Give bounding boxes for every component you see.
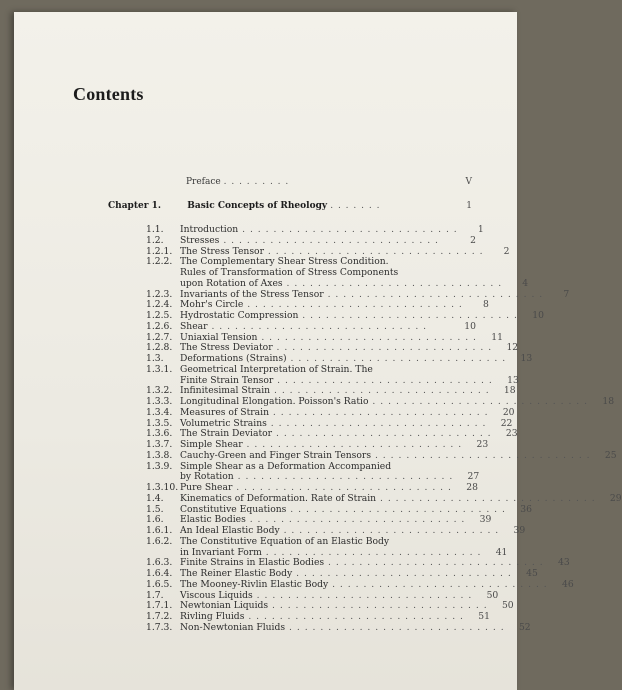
page-number: 28 <box>466 482 478 493</box>
page-number: 18 <box>503 385 516 397</box>
page-number: 45 <box>526 568 538 579</box>
page-number: 50 <box>486 589 499 601</box>
page-number: 4 <box>522 277 529 289</box>
page-number: 20 <box>502 406 515 418</box>
page-number: 36 <box>520 503 532 515</box>
section-title: Simple Shear . . . . . . . . . . . . . . . . . . . . . . . . . . . . <box>180 439 463 450</box>
section-title: Rules of Transformation of Stress Components <box>180 267 399 278</box>
section-number: 1.3.5. <box>146 417 173 429</box>
section-title: by Rotation . . . . . . . . . . . . . . . . . . . . . . . . . . . . <box>180 471 454 483</box>
section-title: Elastic Bodies . . . . . . . . . . . . . . . . . . . . . . . . . . . . <box>180 514 466 526</box>
section-number: 1.6. <box>146 514 164 526</box>
section-title: The Strain Deviator . . . . . . . . . . . . . . . . . . . . . . . . . . . . <box>180 428 492 440</box>
chapter-label: Chapter 1. <box>108 201 161 211</box>
page-number: 10 <box>464 320 476 332</box>
chapter-title: Basic Concepts of Rheology <box>187 201 328 211</box>
section-title: Simple Shear as a Deformation Accompanied <box>180 460 392 472</box>
section-number: 1.7.2. <box>146 611 173 622</box>
page-number: 13 <box>507 374 519 386</box>
section-title: The Complementary Shear Stress Condition. <box>180 256 389 268</box>
section-title: upon Rotation of Axes . . . . . . . . . . . . . . . . . . . . . . . . . . . . <box>180 277 503 289</box>
page-number: 2 <box>503 245 510 257</box>
page-number: 43 <box>557 557 570 569</box>
section-number: 1.2.7. <box>146 331 173 343</box>
chapter-page: 1 <box>466 201 472 211</box>
page-number: 11 <box>491 331 503 343</box>
section-number <box>146 279 180 290</box>
section-title: The Stress Tensor . . . . . . . . . . . . . . . . . . . . . . . . . . . . <box>180 245 484 257</box>
page-number: 51 <box>478 611 490 622</box>
section-title: An Ideal Elastic Body . . . . . . . . . . . . . . . . . . . . . . . . . . . . <box>180 525 500 536</box>
section-number: 1.6.1. <box>146 525 173 536</box>
section-number: 1.2.2. <box>146 256 173 268</box>
section-number: 1.2.8. <box>146 342 173 354</box>
page-number: 52 <box>518 621 531 633</box>
section-title: Non-Newtonian Fluids . . . . . . . . . . . . . . . . . . . . . . . . . . . . <box>180 621 505 633</box>
section-title: Viscous Liquids . . . . . . . . . . . . . . . . . . . . . . . . . . . . <box>180 589 473 601</box>
section-number: 1.2.6. <box>146 320 173 332</box>
section-title: Cauchy-Green and Finger Strain Tensors . . . . . . . . . . . . . . . . . . . . . . . . . . . . <box>180 449 591 461</box>
preface-page: V <box>465 177 472 187</box>
page-number: 2 <box>470 234 476 246</box>
section-number: 1.4. <box>146 492 164 504</box>
page-number: 39 <box>479 514 492 526</box>
page-title: Contents <box>73 84 144 104</box>
section-title: The Reiner Elastic Body . . . . . . . . . . . . . . . . . . . . . . . . . . . . <box>180 568 512 579</box>
section-number: 1.5. <box>146 503 164 515</box>
section-title: Volumetric Strains . . . . . . . . . . . . . . . . . . . . . . . . . . . . <box>180 417 487 429</box>
section-title: Invariants of the Stress Tensor . . . . . . . . . . . . . . . . . . . . . . . . . . . . <box>180 288 544 300</box>
section-number: 1.3.9. <box>146 460 173 472</box>
page-number: 13 <box>520 353 533 364</box>
page-number: 12 <box>506 342 519 354</box>
section-number: 1.2. <box>146 234 164 246</box>
section-title: Geometrical Interpretation of Strain. The <box>180 363 373 375</box>
page-number: 22 <box>500 417 513 429</box>
section-title: Finite Strains in Elastic Bodies . . . . . . . . . . . . . . . . . . . . . . . . . . . . <box>180 557 544 569</box>
section-number: 1.6.5. <box>146 578 173 590</box>
section-number: 1.3.7. <box>146 439 173 450</box>
section-title: Kinematics of Deformation. Rate of Strain . . . . . . . . . . . . . . . . . . . . . . . . . . . . <box>180 492 596 504</box>
page-number: 50 <box>501 600 514 612</box>
page-number: 23 <box>505 428 518 440</box>
section-number: 1.3.6. <box>146 428 173 440</box>
page-number: 18 <box>602 396 615 407</box>
toc-preface: Preface . . . . . . . . . V <box>186 177 472 187</box>
preface-label: Preface <box>186 177 221 187</box>
page-number: 39 <box>513 525 526 536</box>
section-title: The Constitutive Equation of an Elastic Body <box>180 535 390 547</box>
section-number: 1.6.3. <box>146 557 173 569</box>
toc-entry <box>146 621 531 634</box>
section-title: Newtonian Liquids . . . . . . . . . . . . . . . . . . . . . . . . . . . . <box>180 600 488 612</box>
section-title: Mohr's Circle . . . . . . . . . . . . . . . . . . . . . . . . . . . . <box>180 299 463 311</box>
section-number: 1.2.1. <box>146 245 173 257</box>
section-number: 1.7. <box>146 589 164 601</box>
section-number: 1.3.3. <box>146 396 173 407</box>
page-number: 41 <box>495 546 508 558</box>
section-title: Deformations (Strains) . . . . . . . . . . . . . . . . . . . . . . . . . . . . <box>180 353 507 364</box>
book-page <box>14 12 622 690</box>
page-number: 23 <box>476 439 489 450</box>
toc-list <box>146 224 622 634</box>
page-number: 25 <box>604 449 617 461</box>
section-number: 1.3.4. <box>146 406 173 418</box>
section-title: Pure Shear . . . . . . . . . . . . . . . . . . . . . . . . . . . . <box>180 482 452 493</box>
section-number: 1.2.4. <box>146 299 173 311</box>
section-title: Rivling Fluids . . . . . . . . . . . . . . . . . . . . . . . . . . . . <box>180 611 464 622</box>
section-number: 1.1. <box>146 224 164 235</box>
page-number: 46 <box>562 578 574 590</box>
section-number: 1.3.1. <box>146 363 173 375</box>
section-title: Measures of Strain . . . . . . . . . . . . . . . . . . . . . . . . . . . . <box>180 406 489 418</box>
section-number: 1.3. <box>146 353 164 364</box>
section-number: 1.3.10. <box>146 482 179 493</box>
section-title: Stresses . . . . . . . . . . . . . . . . . . . . . . . . . . . . <box>180 234 439 246</box>
section-title: Hydrostatic Compression . . . . . . . . . . . . . . . . . . . . . . . . . . . . <box>180 310 518 321</box>
section-title: in Invariant Form . . . . . . . . . . . . . . . . . . . . . . . . . . . . <box>180 546 482 558</box>
page-number: 8 <box>482 299 489 311</box>
section-number: 1.6.4. <box>146 568 173 579</box>
section-number <box>146 268 180 279</box>
toc-chapter: Chapter 1. Basic Concepts of Rheology . . . . . . . 1 <box>108 201 472 211</box>
page-number: 27 <box>467 471 480 483</box>
section-number: 1.7.1. <box>146 600 173 612</box>
section-number: 1.3.2. <box>146 385 173 397</box>
section-number: 1.2.3. <box>146 288 173 300</box>
section-number: 1.7.3. <box>146 621 173 633</box>
page-number: 1 <box>477 224 484 235</box>
section-title: Constitutive Equations . . . . . . . . . . . . . . . . . . . . . . . . . . . . <box>180 503 506 515</box>
section-title: Longitudinal Elongation. Poisson's Ratio . . . . . . . . . . . . . . . . . . . . . . . . . . . . <box>180 396 589 407</box>
section-title: Infinitesimal Strain . . . . . . . . . . . . . . . . . . . . . . . . . . . . <box>180 385 490 397</box>
page-number: 7 <box>563 288 570 300</box>
page-number <box>450 257 476 268</box>
section-number: 1.6.2. <box>146 535 173 547</box>
section-number: 1.2.5. <box>146 310 173 321</box>
page-number: 29 <box>609 492 622 504</box>
page-number: 10 <box>532 310 544 321</box>
section-title: Introduction . . . . . . . . . . . . . . . . . . . . . . . . . . . . <box>180 224 458 235</box>
section-title: Finite Strain Tensor . . . . . . . . . . . . . . . . . . . . . . . . . . . . <box>180 374 493 386</box>
section-title: Uniaxial Tension . . . . . . . . . . . . . . . . . . . . . . . . . . . . <box>180 331 477 343</box>
section-title: Shear . . . . . . . . . . . . . . . . . . . . . . . . . . . . <box>180 320 428 332</box>
section-title: The Mooney-Rivlin Elastic Body . . . . . . . . . . . . . . . . . . . . . . . . . . . . <box>180 578 548 590</box>
section-title: The Stress Deviator . . . . . . . . . . . . . . . . . . . . . . . . . . . . <box>180 342 493 354</box>
section-number: 1.3.8. <box>146 449 173 461</box>
